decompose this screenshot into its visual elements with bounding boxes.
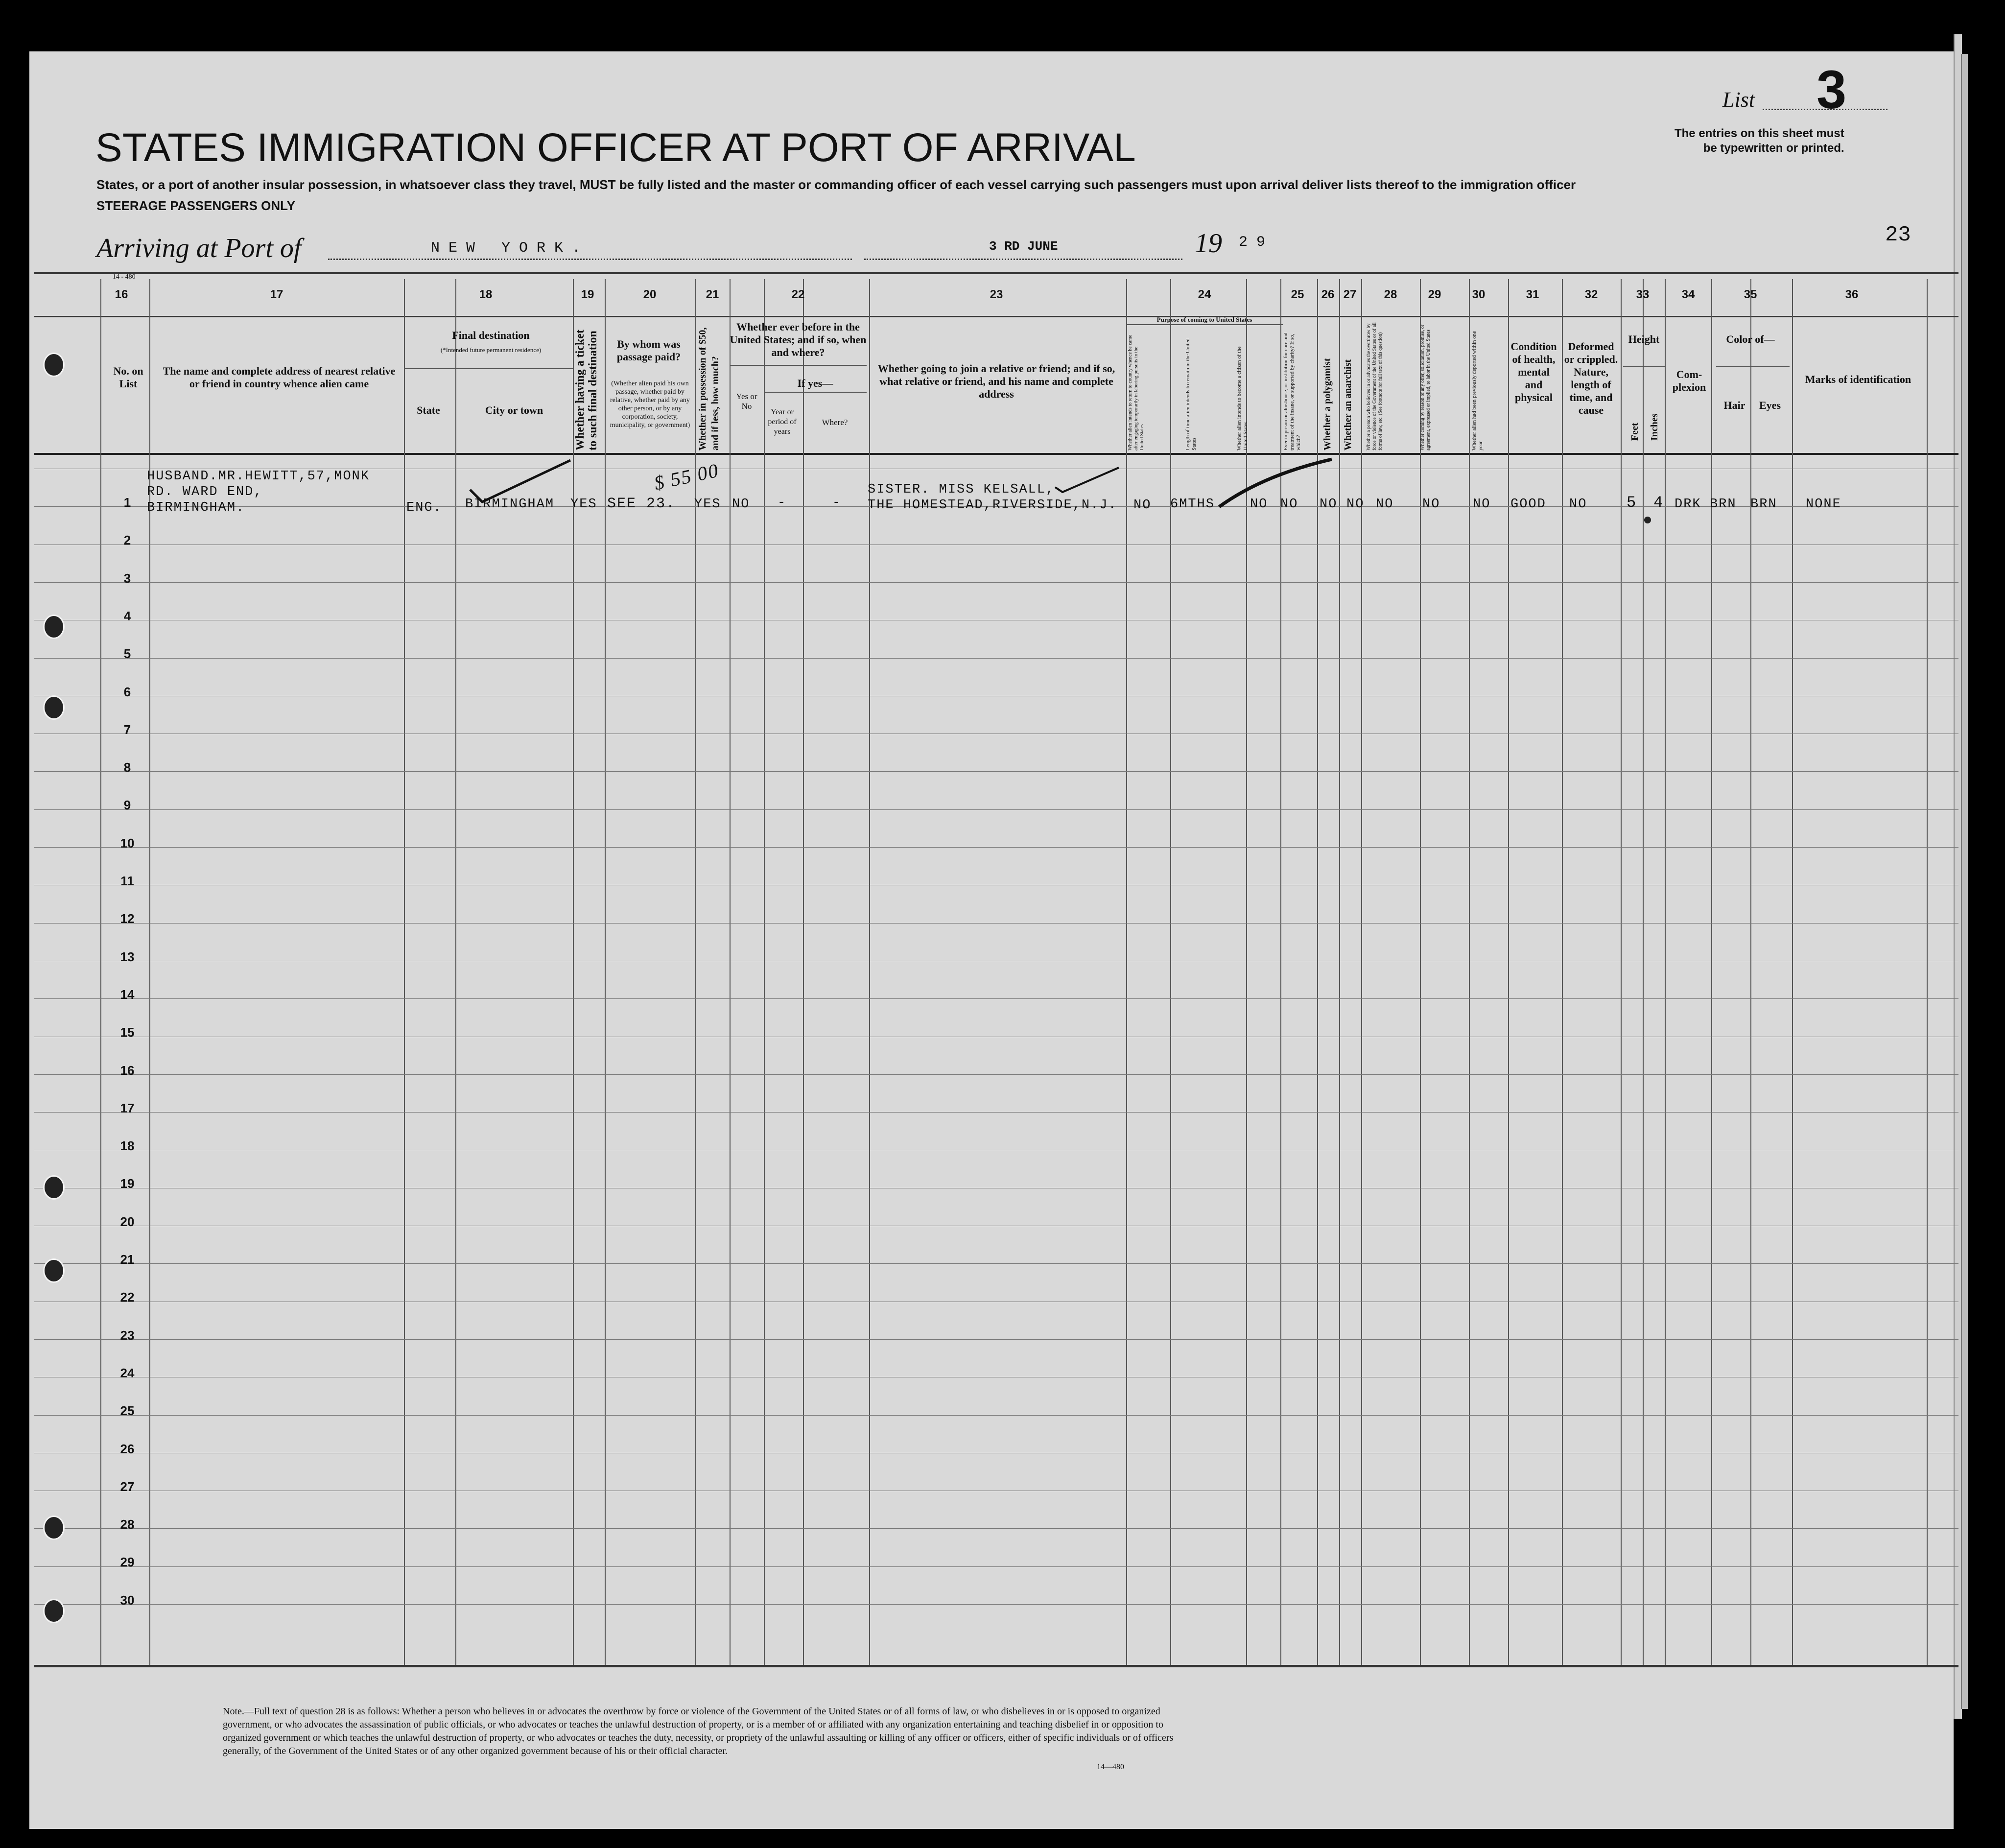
row-number: 20	[120, 1214, 135, 1229]
col35-eyes: Eyes	[1759, 399, 1781, 411]
column-divider	[1562, 279, 1563, 1665]
row-divider	[34, 1074, 1958, 1075]
row-number: 23	[120, 1328, 135, 1343]
column-divider	[100, 279, 101, 1665]
height-inches: 4	[1653, 494, 1664, 512]
ticket-value: YES	[570, 497, 597, 512]
destination-city: BIRMINGHAM	[465, 497, 555, 512]
column-number: 34	[1681, 288, 1695, 301]
row-number: 17	[120, 1101, 135, 1115]
row-divider	[34, 1415, 1958, 1416]
row-divider	[34, 582, 1958, 583]
col33-inches: Inches	[1649, 413, 1660, 441]
column-number: 35	[1744, 288, 1757, 301]
anarchist-value: NO	[1346, 497, 1365, 512]
column-number: 25	[1291, 288, 1304, 301]
before-us-year: -	[778, 496, 787, 510]
col20-sub: (Whether alien paid his own passage, whether paid by relative, whether paid by any other person, or by any corporation, society, municipality, or government)	[610, 380, 690, 429]
return-value: NO	[1133, 498, 1152, 513]
col33-subrule	[1623, 366, 1665, 367]
column-number: 33	[1636, 288, 1650, 301]
stacked-page-edge	[1961, 54, 1968, 1709]
ink-stroke	[1214, 455, 1337, 514]
col22-ifyes-rule	[764, 392, 867, 393]
column-number: 24	[1198, 288, 1211, 301]
col19-header: Whether having a ticket to such final destination	[574, 330, 599, 450]
column-number: 16	[115, 288, 128, 301]
ink-dot	[1643, 515, 1652, 525]
column-divider	[1665, 279, 1666, 1665]
citizen-value: NO	[1250, 497, 1268, 512]
col35-hair: Hair	[1723, 399, 1746, 411]
year-label: 19	[1195, 228, 1222, 259]
before-us-where: -	[832, 496, 842, 510]
passage-value: SEE 23.	[607, 496, 676, 512]
list-label: List	[1722, 88, 1755, 112]
deformed-value: NO	[1569, 497, 1587, 512]
port-underline	[328, 259, 852, 260]
footnote: Note.—Full text of question 28 is as follows: Whether a person who believes in or advocates the overthrow by force or violence of the Government of the United States or of all forms of law, or who disbelieves in or is opposed to organized government, or who advocates the assassination of public officials, or who advocates or teaches the unlawful destruction of property, or is a member of or affiliated with any organization entertaining and teaching disbelief in or opposition to organized government or which teaches the unlawful destruction of property, or who advocates or teaches the duty, necessity, or propriety of the unlawful assaulting or killing of any officer or officers, either of specific individuals or of officers generally, of the Government of the United States or of any other organized government because of his or their official character.	[223, 1706, 1174, 1756]
column-number: 32	[1584, 288, 1598, 301]
col26-header: Whether a polygamist	[1322, 358, 1333, 450]
row-divider	[34, 1604, 1958, 1605]
punch-hole	[43, 1599, 65, 1623]
before-us-value: NO	[732, 497, 750, 512]
port-value: NEW YORK.	[431, 240, 590, 257]
checkmark-ink	[465, 455, 578, 504]
column-number: 21	[706, 288, 719, 301]
entries-note-line-2: be typewritten or printed.	[1703, 142, 1844, 155]
col36-header: Marks of identification	[1805, 373, 1911, 385]
column-divider	[1621, 279, 1622, 1665]
row-divider	[34, 1339, 1958, 1340]
entries-note-line-1: The entries on this sheet must	[1675, 127, 1844, 140]
row-divider	[34, 771, 1958, 772]
row-divider	[34, 1112, 1958, 1113]
hair-color: BRN	[1710, 497, 1737, 512]
column-number: 20	[643, 288, 657, 301]
punch-hole	[43, 1258, 65, 1283]
col22-title: Whether ever before in the United States; and if so, when and where?	[730, 321, 867, 358]
column-divider	[605, 279, 606, 1665]
page-title: STATES IMMIGRATION OFFICER AT PORT OF ARRIVAL	[95, 125, 1136, 170]
row-divider	[34, 809, 1958, 810]
col17-header: The name and complete address of nearest relative or friend in country whence alien came	[163, 365, 396, 390]
col28a-header: Whether a person who believes in or advocates the overthrow by force or violence of the Government of the United States or of all forms of law, etc. (See footnote for full text of this question)	[1366, 322, 1383, 450]
row-divider	[34, 998, 1958, 999]
row-number: 18	[120, 1138, 135, 1153]
health-value: GOOD	[1510, 497, 1546, 512]
col32-header: Deformed or crippled. Nature, length of time, and cause	[1564, 340, 1618, 416]
form-code: 14—480	[1097, 1763, 1124, 1771]
relative-address-line-2: RD. WARD END,	[147, 485, 263, 499]
punch-hole	[43, 353, 65, 377]
prison-value: NO	[1280, 497, 1298, 512]
col18-city: City or town	[485, 404, 543, 416]
row-number: 26	[120, 1442, 135, 1456]
height-feet: 5	[1627, 494, 1637, 512]
column-number: 18	[479, 288, 493, 301]
complexion-value: DRK	[1675, 497, 1701, 512]
destination-state: ENG.	[406, 500, 442, 515]
column-number: 29	[1428, 288, 1441, 301]
relative-address-line-1: HUSBAND.MR.HEWITT,57,MONK	[147, 469, 370, 484]
punch-hole	[43, 615, 65, 639]
row-number: 7	[123, 722, 131, 737]
column-divider	[1339, 279, 1340, 1665]
column-number: 23	[990, 288, 1003, 301]
col24-subrule	[1126, 324, 1283, 325]
row-divider	[34, 1263, 1958, 1264]
column-divider	[1361, 279, 1362, 1665]
column-divider	[1927, 279, 1928, 1665]
row-number: 24	[120, 1366, 135, 1380]
row-number: 14	[120, 987, 135, 1002]
q29-value: NO	[1422, 497, 1440, 512]
col31-header: Condition of health, mental and physical	[1510, 340, 1557, 403]
col34-header: Com-plexion	[1672, 368, 1706, 393]
row-number: 9	[123, 798, 131, 812]
column-number-rule	[34, 316, 1958, 317]
col23-header: Whether going to join a relative or friend; and if so, what relative or friend, and his name and complete address	[877, 362, 1115, 400]
relative-address-line-3: BIRMINGHAM.	[147, 500, 245, 515]
punch-hole	[43, 695, 65, 720]
column-number: 36	[1845, 288, 1859, 301]
row-divider	[34, 847, 1958, 848]
punch-hole	[43, 1516, 65, 1540]
col22-subrule	[730, 365, 867, 366]
column-divider	[1126, 279, 1127, 1665]
row-number: 3	[123, 571, 131, 586]
column-divider	[455, 279, 456, 1665]
passage-handwritten-note: $ 55 00	[652, 459, 721, 495]
column-number: 26	[1321, 288, 1335, 301]
row-number: 5	[123, 646, 131, 661]
col33-feet: Feet	[1629, 423, 1640, 441]
row-number: 15	[120, 1025, 135, 1040]
subtitle: States, or a port of another insular possession, in whatsoever class they travel, MUST be fully listed and the master or commanding officer of each vessel carrying such passengers must upon arrival deliver lists thereof to the immigration officer	[96, 177, 1576, 192]
row-number: 4	[123, 609, 131, 623]
col16-header: No. on List	[113, 365, 143, 390]
punch-hole	[43, 1175, 65, 1200]
column-divider	[1643, 279, 1644, 1665]
col21-header: Whether in possession of $50, and if less, how much?	[697, 327, 721, 450]
column-divider	[1792, 279, 1793, 1665]
col22-yesno: Yes or No	[736, 392, 757, 411]
row-number: 12	[120, 911, 135, 926]
col18-title: Final destination	[452, 329, 530, 341]
column-divider	[404, 279, 405, 1665]
row-divider	[34, 658, 1958, 659]
year-value: 2 9	[1239, 234, 1266, 251]
column-number: 31	[1526, 288, 1539, 301]
col25-header: Ever in prison or almshouse, or institution for care and treatment of the insane, or supported by charity? If so, which?	[1283, 332, 1301, 450]
money-value: YES	[694, 497, 721, 512]
steerage-label: STEERAGE PASSENGERS ONLY	[96, 198, 295, 213]
row-number: 10	[120, 836, 135, 851]
identification-marks: NONE	[1806, 497, 1841, 512]
column-divider	[1711, 279, 1712, 1665]
column-divider	[695, 279, 696, 1665]
col27-header: Whether an anarchist	[1343, 359, 1353, 450]
form-code-top: 14 - 480	[113, 273, 136, 281]
checkmark-ink	[1053, 465, 1121, 495]
column-divider	[730, 279, 731, 1665]
row-divider	[34, 923, 1958, 924]
column-divider	[1750, 279, 1751, 1665]
date-value: 3 RD JUNE	[989, 239, 1058, 254]
col18-sub: (*Intended future permanent residence)	[440, 346, 542, 354]
table-top-rule	[34, 272, 1958, 274]
join-relative-line-2: THE HOMESTEAD,RIVERSIDE,N.J.	[868, 498, 1117, 513]
col24a-header: Whether alien intends to return to country whence he came after engaging temporarily in laboring pursuits in the United States	[1128, 334, 1145, 450]
col28b-header: Whether coming by reason of any offer, solicitation, promise, or agreement, expressed or implied, to labor in the United States	[1420, 324, 1431, 450]
column-divider	[1420, 279, 1421, 1665]
date-underline	[864, 259, 1182, 260]
col18-subrule	[404, 368, 573, 369]
row-divider	[34, 1528, 1958, 1529]
col33-title: Height	[1628, 333, 1660, 345]
column-number: 28	[1384, 288, 1397, 301]
col24-title: Purpose of coming to United States	[1156, 316, 1252, 323]
column-divider	[1508, 279, 1509, 1665]
polygamist-value: NO	[1320, 497, 1338, 512]
column-number: 30	[1472, 288, 1486, 301]
arriving-label: Arriving at Port of	[96, 233, 302, 263]
entries-note	[1675, 126, 1844, 156]
col24b-header: Length of time alien intends to remain in the United States	[1185, 338, 1197, 450]
list-number: 3	[1816, 60, 1847, 120]
q28-value: NO	[1376, 497, 1394, 512]
row-number: 13	[120, 949, 135, 964]
column-number: 19	[581, 288, 594, 301]
row-number: 28	[120, 1517, 135, 1532]
header-bottom-rule	[34, 453, 1958, 455]
row-number: 19	[120, 1176, 135, 1191]
row-number: 1	[123, 495, 131, 510]
col18-state: State	[417, 404, 440, 416]
row-number: 8	[123, 760, 131, 775]
col22-year: Year or period of years	[768, 408, 797, 436]
col35-subrule	[1716, 366, 1790, 367]
row-number: 6	[123, 685, 131, 699]
row-number: 16	[120, 1063, 135, 1078]
row-number: 11	[120, 874, 134, 888]
row-number: 22	[120, 1290, 135, 1304]
col22-where: Where?	[822, 418, 848, 427]
column-divider	[803, 279, 804, 1665]
q30-value: NO	[1473, 497, 1491, 512]
row-number: 27	[120, 1479, 135, 1494]
col22-ifyes: If yes—	[797, 377, 833, 389]
col35-title: Color of—	[1726, 333, 1775, 345]
length-of-stay: 6MTHS	[1170, 497, 1215, 512]
join-relative-line-1: SISTER. MISS KELSALL,	[868, 482, 1055, 497]
row-number: 29	[120, 1555, 135, 1569]
column-divider	[1469, 279, 1470, 1665]
col20-title: By whom was passage paid?	[616, 338, 681, 363]
column-number: 17	[270, 288, 283, 301]
col29-header: Whether alien had been previously deported within one year	[1471, 331, 1484, 450]
table-bottom-rule	[34, 1665, 1958, 1667]
column-divider	[1170, 279, 1171, 1665]
column-divider	[764, 279, 765, 1665]
row-number: 25	[120, 1403, 135, 1418]
eye-color: BRN	[1750, 497, 1777, 512]
row-number: 21	[120, 1252, 135, 1267]
column-number: 22	[791, 288, 805, 301]
row-number: 2	[123, 533, 131, 547]
row-divider	[34, 1566, 1958, 1567]
page-number: 23	[1885, 223, 1911, 247]
row-number: 30	[120, 1593, 135, 1608]
col24c-header: Whether alien intends to become a citizen of the United States	[1236, 346, 1249, 450]
column-number: 27	[1343, 288, 1357, 301]
